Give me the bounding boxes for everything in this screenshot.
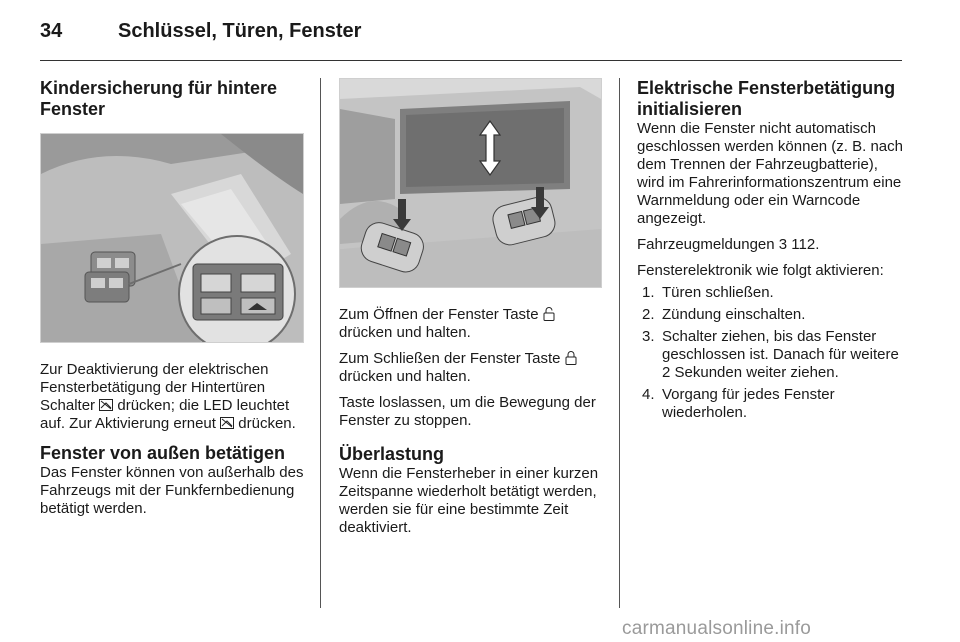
header-rule [40, 60, 902, 61]
child-lock-heading-line2: Fenster [40, 99, 106, 119]
car-window-remote-drawing [340, 79, 601, 287]
vehicle-messages-reference [637, 236, 903, 254]
step-number: 2. [642, 306, 655, 323]
activate-intro: Fensterelektronik wie folgt aktivieren: [637, 262, 884, 279]
unlock-key-icon [543, 307, 555, 321]
reference-arrow-icon: 3 [778, 236, 788, 253]
step-number: 1. [642, 284, 655, 301]
door-switch-illustration [40, 133, 304, 343]
child-lock-text-a: Zur Deaktivierung der elektrischen Fensterbetätigung der Hintertüren Schalter [40, 361, 269, 414]
initialize-heading-line1: Elektrische Fensterbetätigung [637, 78, 896, 98]
reference-page: 112. [791, 236, 820, 253]
step-text: Türen schließen. [662, 284, 774, 301]
child-lock-text-c: drücken. [238, 415, 296, 432]
initialize-steps-list [637, 284, 903, 422]
column-divider-2 [619, 78, 620, 608]
step-text: Schalter ziehen, bis das Fenster geschlossen ist. Danach für weitere 2 Sekunden weiter ziehen. [662, 328, 899, 381]
step-text: Zündung einschalten. [662, 306, 806, 323]
middle-column [339, 78, 603, 545]
outside-operation-paragraph: Das Fenster können von außerhalb des Fahrzeugs mit der Funkfernbedienung betätigt werden. [40, 464, 304, 517]
close-text-a: Zum Schließen der Fenster Taste [339, 350, 561, 367]
overload-paragraph: Wenn die Fensterheber in einer kurzen Zeitspanne wiederholt betätigt werden, werden sie für eine bestimmte Zeit deaktiviert. [339, 465, 599, 536]
initialize-intro: Wenn die Fenster nicht automatisch geschlossen werden können (z. B. nach dem Trennen der Fahrzeugbatterie), wird im Fahrerinformationszentrum eine Warnmeldung oder ein Warncode angezeigt. [637, 120, 903, 227]
initialize-heading [637, 78, 903, 120]
open-text-b: drücken und halten. [339, 324, 471, 341]
initialize-heading-line2: initialisieren [637, 99, 743, 119]
child-lock-heading [40, 78, 306, 120]
page-title: Schlüssel, Türen, Fenster [118, 20, 362, 42]
list-item [637, 328, 903, 382]
list-item [637, 284, 903, 302]
child-lock-text-b: drücken; die LED leuchtet auf. Zur Aktivierung erneut [40, 397, 290, 432]
list-item [637, 306, 903, 324]
remote-key-illustration [339, 78, 602, 288]
step-number: 3. [642, 328, 655, 345]
outside-operation-heading: Fenster von außen betätigen [40, 443, 286, 463]
release-paragraph: Taste loslassen, um die Bewegung der Fenster zu stoppen. [339, 394, 596, 429]
open-text-a: Zum Öffnen der Fenster Taste [339, 306, 539, 323]
open-window-paragraph [339, 306, 603, 342]
lock-key-icon [565, 351, 577, 365]
window-lock-switch-icon-2 [220, 416, 234, 428]
left-column [40, 78, 306, 526]
close-window-paragraph [339, 350, 603, 386]
overload-heading: Überlastung [339, 444, 445, 464]
child-lock-paragraph [40, 361, 306, 433]
list-item [637, 386, 903, 422]
door-panel-drawing [41, 134, 303, 342]
window-lock-switch-icon [99, 398, 113, 410]
watermark: carmanualsonline.info [622, 618, 812, 639]
page-number: 34 [40, 20, 63, 42]
right-column [637, 78, 903, 426]
page-header [40, 20, 902, 46]
reference-text: Fahrzeugmeldungen [637, 236, 775, 253]
close-text-b: drücken und halten. [339, 368, 471, 385]
child-lock-heading-line1: Kindersicherung für hintere [40, 78, 278, 98]
column-divider-1 [320, 78, 321, 608]
step-text: Vorgang für jedes Fenster wiederholen. [662, 386, 835, 421]
step-number: 4. [642, 386, 655, 403]
